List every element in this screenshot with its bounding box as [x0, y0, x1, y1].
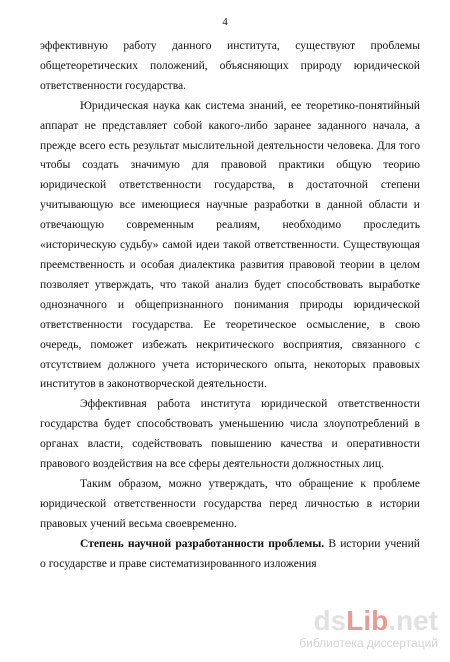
paragraph-4: Таким образом, можно утверждать, что обращение к проблеме юридической ответственности государства перед личностью в истории правовых учений весьма своевременно. — [40, 476, 420, 530]
paragraph-3: Эффективная работа института юридической ответственности государства будет способствовать уменьшению числа злоупотреблений в органах власти, содействовать повышению качества и оперативности правового воздействия на все сферы деятельности должностных лиц. — [40, 397, 420, 471]
section-paragraph — [40, 534, 420, 574]
watermark-subtitle: библиотека диссертаций — [299, 636, 438, 650]
page-number: 4 — [222, 16, 228, 28]
section-heading: Степень научной разработанности проблемы. — [80, 536, 325, 550]
paragraph-1: эффективную работу данного института, существуют проблемы общетеоретических положений, объясняющих природу юридической ответственности государства. — [40, 39, 420, 92]
section-text: В истории учений о государстве и праве систематизированного изложения — [40, 536, 420, 570]
paragraph-2: Юридическая наука как система знаний, ее теоретико-понятийный аппарат не представляет собой какого-либо заранее заданного начала, а прежде всего есть результат мыслительной деятельности человека. Для того чтобы создать значимую для правовой практики общую теорию юридической ответственности государства, в достаточной степени учитывающую все имеющиеся научные разработки в данной области и отвечающую современным реалиям, необходимо проследить «историческую судьбу» самой идеи такой ответственности. Существующая преемственность и особая диалектика развития правовой теории в целом позволяет утверждать, что такой анализ будет способствовать выработке однозначного и общепризнанного понимания природы юридической ответственности государства. Ее теоретическое осмысление, в свою очередь, поможет избежать некритического восприятия, связанного с отсутствием должного учета исторического опыта, некоторых правовых институтов в законотворческой деятельности. — [40, 98, 420, 391]
watermark-logo: dsLib.net — [313, 605, 438, 636]
watermark — [299, 606, 438, 650]
document-body — [40, 36, 420, 573]
